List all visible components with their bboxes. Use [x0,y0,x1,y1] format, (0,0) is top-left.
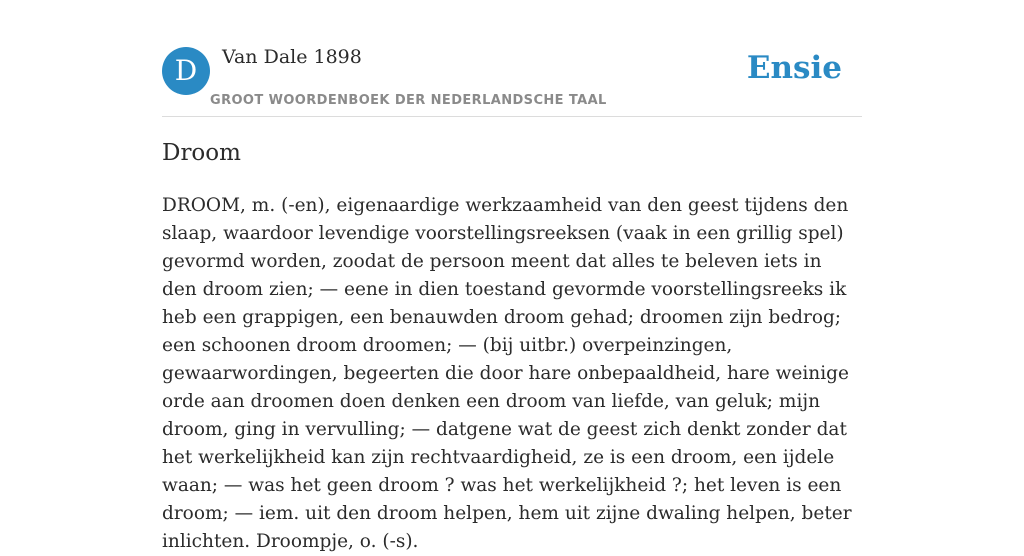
ensie-logo[interactable]: Ensie [746,50,842,86]
page [162,0,862,552]
dictionary-title[interactable]: Van Dale 1898 [222,46,362,68]
header [162,0,862,117]
entry-definition: DROOM, m. (-en), eigenaardige werkzaamheid van den geest tijdens den slaap, waardoor levendige voorstellingsreeksen (vaak in een grillig spel) gevormd worden, zoodat de persoon meent dat alles te beleven iets in den droom zien; — eene in dien toestand gevormde voorstellingsreeks ik heb een grappigen, een benauwden droom gehad; droomen zijn bedrog; een schoonen droom droomen; — (bij uitbr.) overpeinzingen, gewaarwordingen, begeerten die door hare onbepaaldheid, hare weinige orde aan droomen doen denken een droom van liefde, van geluk; mijn droom, ging in vervulling; — datgene wat de geest zich denkt zonder dat het werkelijkheid kan zijn rechtvaardigheid, ze is een droom, een ijdele waan; — was het geen droom ? was het werkelijkheid ?; het leven is een droom; — iem. uit den droom helpen, hem uit zijne dwaling helpen, beter inlichten. Droompje, o. (-s). [162,195,852,552]
dictionary-subtitle: GROOT WOORDENBOEK DER NEDERLANDSCHE TAAL [210,93,607,108]
dictionary-logo[interactable]: D [162,47,210,95]
entry-title: Droom [162,140,241,166]
